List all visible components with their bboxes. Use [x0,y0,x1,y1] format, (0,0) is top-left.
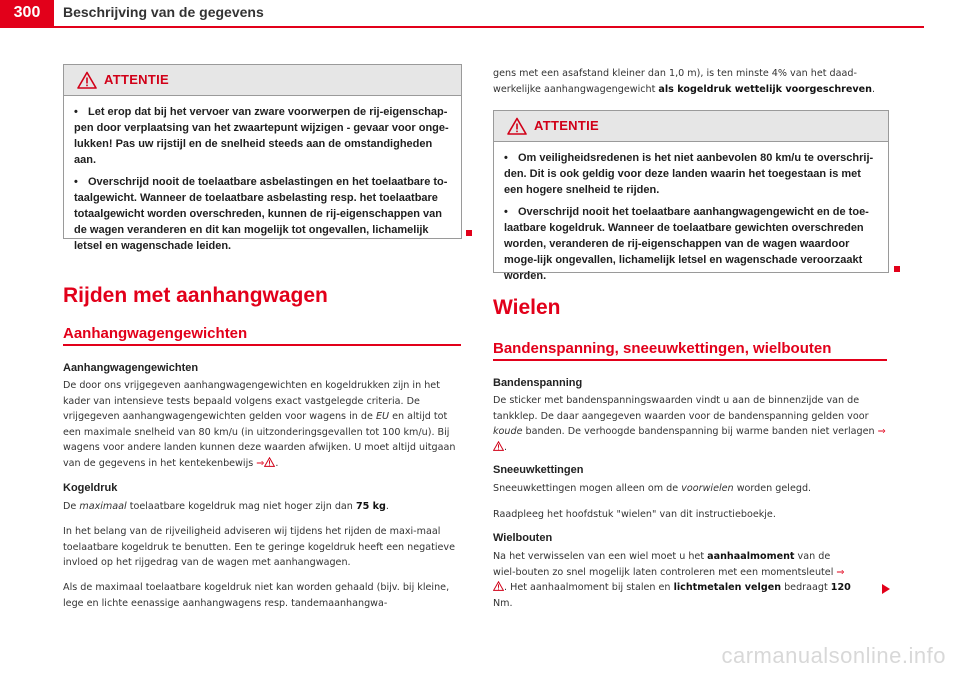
warning-item-text: Overschrijd nooit de toelaatbare asbelastingen en het toelaatbare to-taalgewicht. Wanneer de toelaatbare asbelasting resp. het toelaatbare totaalgewicht worden overschreden, kunnen de rij-eigenschappen van de wagen veranderen en dit kan mogelijk tot ongevallen, lichamelijk letsel en wagenschade leiden. [74,176,448,252]
warning-title: ATTENTIE [534,118,599,133]
end-of-section-marker [894,266,900,272]
subsection-title: Bandenspanning, sneeuwkettingen, wielbouten [493,340,832,357]
text-emphasis: koude [493,426,523,438]
paragraph: De door ons vrijgegeven aanhangwagengewichten en kogeldrukken zijn in het kader van intensieve tests bepaald volgens exact vastgelegde criteria. De vrijgegeven aanhangwagengewichten gelden voor wagens in de EU en altijd tot een maximale snelheid van 80 km/u (in uitzonderingsgevallen tot 100 km/u). Bij wagens voor andere landen kunnen deze waarden afwijken. U moet altijd uitgaan van de gegevens in het kentekenbewijs ⇒ . [63,380,456,469]
paragraph: Als de maximaal toelaatbare kogeldruk niet kan worden gehaald (bijv. bij kleine, lege en lichte eenassige aanhangwagens resp. tandemaanhangwa- [63,582,450,609]
text: Nm. [493,597,513,609]
text: banden. De verhoogde bandenspanning bij warme banden niet verlagen [522,426,878,438]
bullet: • [74,176,78,188]
warning-header [64,65,461,96]
paragraph [493,549,853,611]
section-title: Wielen [493,296,561,319]
link-arrow[interactable]: ⇒ [836,566,845,578]
paragraph: Raadpleeg het hoofdstuk "wielen" van dit instructieboekje. [493,509,776,520]
text: toelaatbare kogeldruk mag niet hoger zijn dan [126,501,356,512]
running-title: Beschrijving van de gegevens [63,4,264,20]
text: De [63,501,80,512]
text-bold: 120 [830,582,851,594]
paragraph: De sticker met bandenspanningswaarden vindt u aan de binnenzijde van de tankklep. De daar aangegeven waarden voor de bandenspanning gelden voor koude banden. De verhoogde bandenspanning bij warme banden niet verlagen ⇒. [493,395,886,453]
warning-item-text: Overschrijd nooit het toelaatbare aanhangwagengewicht en de toe-laatbare kogeldruk. Wanneer de toelaatbare gewichten overschreden worden, veranderen de rij-eigenschappen van de wagen waardoor moge-lijk ongevallen, lichamelijk letsel en wagenschade veroorzaakt worden. [504,206,869,282]
warning-title: ATTENTIE [104,72,169,87]
warning-triangle-icon [507,117,527,135]
paragraph [493,66,891,97]
subheading: Wielbouten [493,532,553,544]
text-emphasis: voorwielen [681,483,734,494]
link-arrow[interactable]: ⇒ [877,426,886,438]
text-emphasis: maximaal [79,501,127,512]
text: gens met een asafstand kleiner dan 1,0 m), is ten minste 4% van het daad-werkelijke aanhangwagengewicht [493,68,857,95]
warning-item-text: Let erop dat bij het vervoer van zware voorwerpen de rij-eigenschap-pen door verplaatsing van het zwaartepunt wijzigen - gevaar voor onge-lukken! Pas uw rijstijl en de snelheid steeds aan de omstandigheden aan. [74,106,449,166]
bullet: • [74,106,78,118]
subheading: Bandenspanning [493,377,583,389]
paragraph [63,499,461,515]
warning-triangle-icon[interactable] [493,441,504,451]
watermark: carmanualsonline.info [721,643,946,668]
warning-body [64,96,461,266]
subsection-rule [493,359,887,361]
section-title: Rijden met aanhangwagen [63,284,328,307]
subsection-title: Aanhangwagengewichten [63,325,248,342]
header-rule [0,26,924,28]
text: worden gelegd. [733,483,812,494]
paragraph [493,481,887,497]
text-bold: 75 kg [355,501,386,512]
subheading: Aanhangwagengewichten [63,362,199,374]
bullet: • [504,152,508,164]
subsection-rule [63,344,461,346]
warning-triangle-icon[interactable] [493,581,504,591]
text: . Het aanhaalmoment bij stalen en [504,582,674,594]
text: en altijd tot een maximale snelheid van 80 km/u (in uitzonderingsgevallen tot 100 km/u). Bij wagens voor andere landen kunnen deze waarden afwijken. U moet altijd uitgaan van de gegevens in het kentekenbewijs [63,411,456,469]
next-page-arrow-icon[interactable] [882,584,890,594]
text: . [872,83,876,95]
text: Sneeuwkettingen mogen alleen om de [493,483,682,494]
text-bold: lichtmetalen velgen [673,582,782,594]
warning-item [74,174,449,254]
subheading: Sneeuwkettingen [493,464,584,476]
bullet: • [504,206,508,218]
warning-box-right [493,110,889,282]
page-number: 300 [0,0,54,26]
subheading: Kogeldruk [63,482,118,494]
text-emphasis: EU [375,411,390,423]
warning-item [504,150,876,198]
text-bold: als kogeldruk wettelijk voorgeschreven [658,83,872,95]
text: Na het verwisselen van een wiel moet u het [493,551,708,562]
text: . [385,501,389,512]
warning-item-text: Om veiligheidsredenen is het niet aanbevolen 80 km/u te overschrij-den. Dit is ook geldig voor deze landen waarin het toegestaan is met een hogere snelheid te rijden. [504,152,874,196]
text: bedraagt [781,582,831,594]
warning-item [74,104,449,168]
warning-body [494,142,888,296]
warning-box-left [63,64,462,252]
paragraph: In het belang van de rijveiligheid adviseren wij tijdens het rijden de maxi-maal toelaatbare kogeldruk te benutten. Een te geringe kogeldruk heeft een negatieve invloed op het rijgedrag van de wagen met aanhangwagen. [63,526,455,569]
end-of-section-marker [466,230,472,236]
warning-item [504,204,876,284]
text: van de wiel-bouten zo snel mogelijk laten controleren met een momentsleutel [493,551,837,578]
text-bold: aanhaalmoment [707,551,795,562]
link-arrow[interactable]: ⇒ [256,457,265,469]
warning-triangle-icon[interactable] [264,457,275,467]
warning-header [494,111,888,142]
text: De door ons vrijgegeven aanhangwagengewichten en kogeldrukken zijn in het kader van intensieve tests bepaald volgens exact vastgelegde criteria. De vrijgegeven aanhangwagengewichten gelden voor wagens in de [63,380,440,423]
text: De sticker met bandenspanningswaarden vindt u aan de binnenzijde van de tankklep. De daar aangegeven waarden voor de bandenspanning gelden voor [493,395,869,422]
warning-triangle-icon [77,71,97,89]
